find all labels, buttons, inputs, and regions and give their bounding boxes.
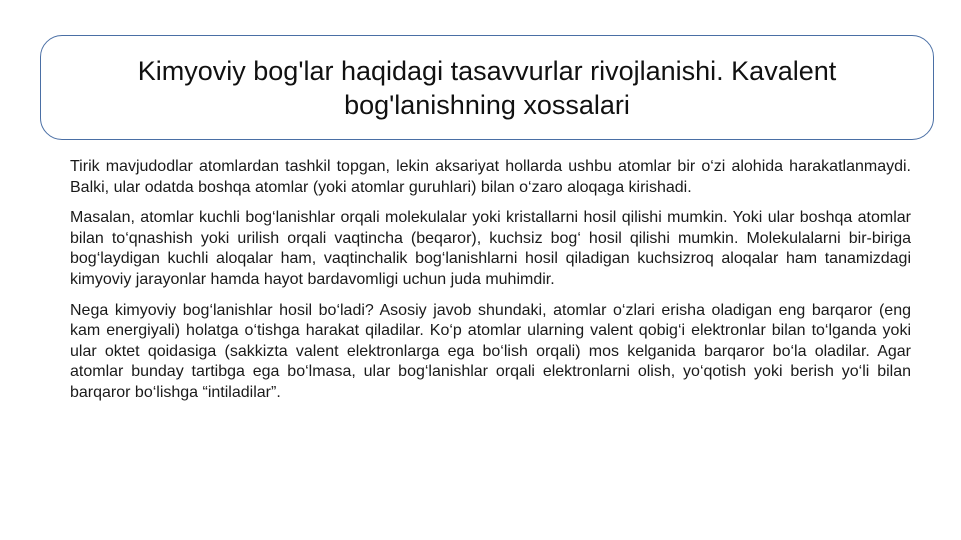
title-box [40,35,934,140]
slide-title: Kimyoviy bog'lar haqidagi tasavvurlar rivojlanishi. Kavalent bog'lanishning xossalari [137,55,837,120]
slide-body [70,157,911,414]
body-paragraph-2: Masalan, atomlar kuchli bog‘lanishlar orqali molekulalar yoki kristallarni hosil qilishi mumkin. Yoki ular boshqa atomlar bilan to‘qnashish yoki urilish orqali vaqtincha (beqaror), kuchsiz bog‘ hosil qilishi mumkin. Molekulalarni bir-biriga bog‘laydigan kuchli aloqalar ham, vaqtinchalik bog‘lanishlarni hosil qiladigan kuchsizroq aloqalar ham tanamizdagi kimyoviy jarayonlar hamda hayot bardavomligi uchun juda muhimdir. [70,209,911,288]
body-paragraph-3: Nega kimyoviy bog‘lanishlar hosil bo‘ladi? Asosiy javob shundaki, atomlar o‘zlari erisha oladigan eng barqaror (eng kam energiyali) holatga o‘tishga harakat qiladilar. Ko‘p atomlar ularning valent qobig‘i elektronlar bilan to‘lganda yoki ular oktet qoidasiga (sakkizta valent elektronlarga ega bo‘lish orqali) mos kelganida barqaror bo‘la oladilar. Agar atomlar bunday tartibga ega bo‘lmasa, ular bog‘lanishlar orqali elektronlarni olish, yo‘qotish yoki berish yo‘li bilan barqaror bo‘lishga “intiladilar”. [70,301,911,401]
body-paragraph-1: Tirik mavjudodlar atomlardan tashkil topgan, lekin aksariyat hollarda ushbu atomlar bir o‘zi alohida harakatlanmaydi. Balki, ular odatda boshqa atomlar (yoki atomlar guruhlari) bilan o‘zaro aloqaga kirishadi. [70,158,911,196]
